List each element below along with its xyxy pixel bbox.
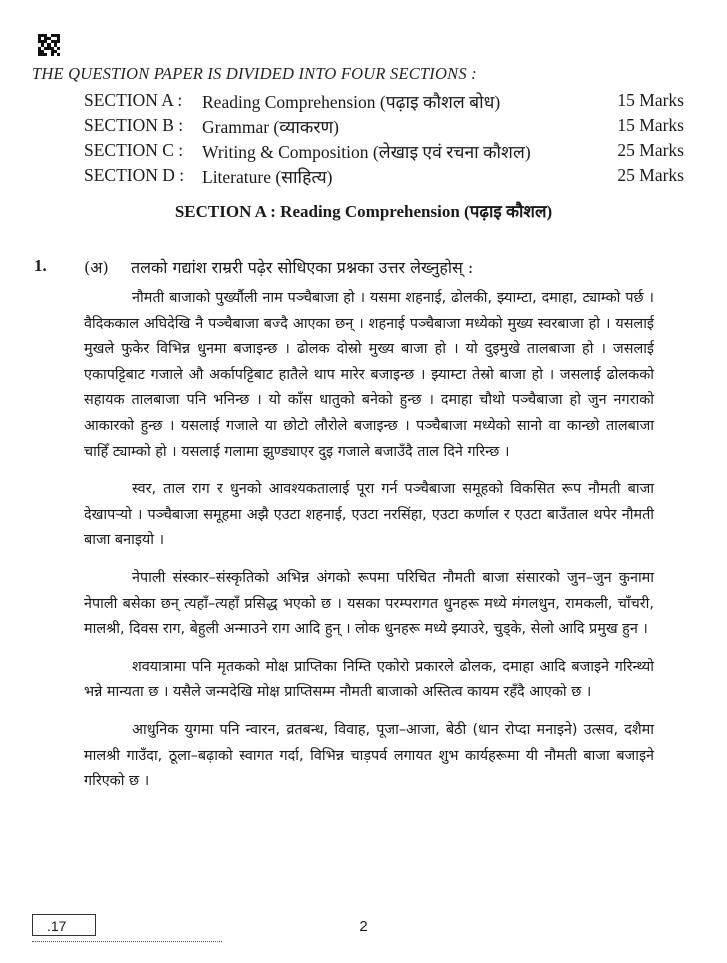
section-row	[84, 115, 684, 140]
section-marks: 25 Marks	[617, 140, 684, 160]
passage-paragraph: शवयात्रामा पनि मृतकको मोक्ष प्राप्तिका निम्ति एकोरो प्रकारले ढोलक, दमाहा आदि बजाइने गरिन्थ्यो भन्ने मान्यता छ । यसैले जन्मदेखि मोक्ष प्राप्तिसम्म नौमती बाजाको अस्तित्व कायम रहँदै आएको छ ।	[84, 658, 654, 701]
header-note: THE QUESTION PAPER IS DIVIDED INTO FOUR SECTIONS :	[32, 64, 477, 83]
question-sub-label: (अ)	[84, 258, 109, 277]
passage-paragraph: नेपाली संस्कार–संस्कृतिको अभिन्न अंगको रूपमा परिचित नौमती बाजा संसारको जुन–जुन कुनामा नेपाली बसेका छन् त्यहाँ–त्यहाँ प्रसिद्ध भएको छ । यसका परम्परागत धुनहरू मध्ये मंगलधुन, रामकली, चाँचरी, मालश्री, दिवस राग, बेहुली अन्माउने राग आदि हुन् । लोक धुनहरू मध्ये झ्याउरे, चुड्के, सेलो आदि प्रमुख हुन ।	[84, 569, 654, 638]
section-row	[84, 90, 684, 115]
question-number: 1.	[34, 256, 47, 275]
section-name: Grammar (व्याकरण)	[202, 117, 339, 137]
page-number: 2	[359, 918, 368, 935]
section-name: Literature (साहित्य)	[202, 167, 333, 187]
passage-paragraph: आधुनिक युगमा पनि न्वारन, व्रतबन्ध, विवाह, पूजा–आजा, बेठी (धान रोप्दा मनाइने) उत्सव, दशैमा मालश्री गाउँदा, ठूला–बढ़ाको स्वागत गर्दा, विभिन्न चाड़पर्व लगायत शुभ कार्यहरूमा यी नौमती बाजा बजाइने गरिएको छ ।	[84, 721, 654, 790]
qr-code	[38, 34, 60, 56]
section-a-title: SECTION A : Reading Comprehension (पढ़ाइ कौशल)	[174, 202, 553, 221]
passage-paragraph: नौमती बाजाको पुर्ख्यौली नाम पञ्चैबाजा हो । यसमा शहनाई, ढोलकी, झ्याम्टा, दमाहा, ट्याम्को पर्छ । वैदिककाल अघिदेखि नै पञ्चैबाजा बज्दै आएका छन् । शहनाई पञ्चैबाजा मध्येको मुख्य स्वरबाजा हो । यसलाई मुखले फुकेर विभिन्न धुनमा बजाइन्छ । ढोलक दोस्रो मुख्य बाजा हो । यो दुइमुखे तालबाजा हो । जसलाई एकापट्टिबाट गजाले औ अर्कापट्टिबाट हातैले थाप मारेर बजाइन्छ । झ्याम्टा तेस्रो बाजा हो । जसलाई ढोलकको सहायक तालबाजा पनि भनिन्छ । यो काँस धातुको बनेको हुन्छ । दमाहा चौथो पञ्चैबाजा हो जुन नगराको आकारको हुन्छ । यसलाई गजाले या छोटो लौरोले बजाइन्छ । पञ्चैबाजा मध्येको सानो वा कान्छो तालबाजा चाहिँ ट्याम्को हो । यसलाई गलामा झुण्ड्याएर दुइ गजाले बजाउँदै ताल दिने गरिन्छ ।	[84, 290, 654, 460]
sections-table	[84, 90, 684, 190]
section-name: Writing & Composition (लेखाइ एवं रचना कौशल)	[202, 142, 531, 162]
section-row	[84, 165, 684, 190]
section-row	[84, 140, 684, 165]
section-label: SECTION A :	[84, 90, 183, 110]
section-marks: 15 Marks	[617, 115, 684, 135]
footer-divider	[32, 941, 222, 942]
reading-passage	[84, 286, 654, 807]
passage-paragraph: स्वर, ताल राग र धुनको आवश्यकतालाई पूरा गर्न पञ्चैबाजा समूहको विकसित रूप नौमती बाजा देखापर्‍यो । पञ्चैबाजा समूहमा अझै एउटा शहनाई, एउटा नरसिंहा, एउटा कर्णाल र एउटा बाउँताल थपेर नौमती बाजा बनाइयो ।	[84, 481, 654, 549]
section-name: Reading Comprehension (पढ़ाइ कौशल बोध)	[202, 92, 501, 112]
section-marks: 15 Marks	[617, 90, 684, 110]
section-marks: 25 Marks	[617, 165, 684, 185]
section-label: SECTION D :	[84, 165, 185, 185]
section-label: SECTION C :	[84, 140, 184, 160]
section-label: SECTION B :	[84, 115, 184, 135]
question-instruction: तलको गद्यांश राम्ररी पढ़ेर सोधिएका प्रश्नका उत्तर लेख्नुहोस् :	[131, 258, 474, 277]
paper-code-box: .17	[32, 914, 96, 936]
